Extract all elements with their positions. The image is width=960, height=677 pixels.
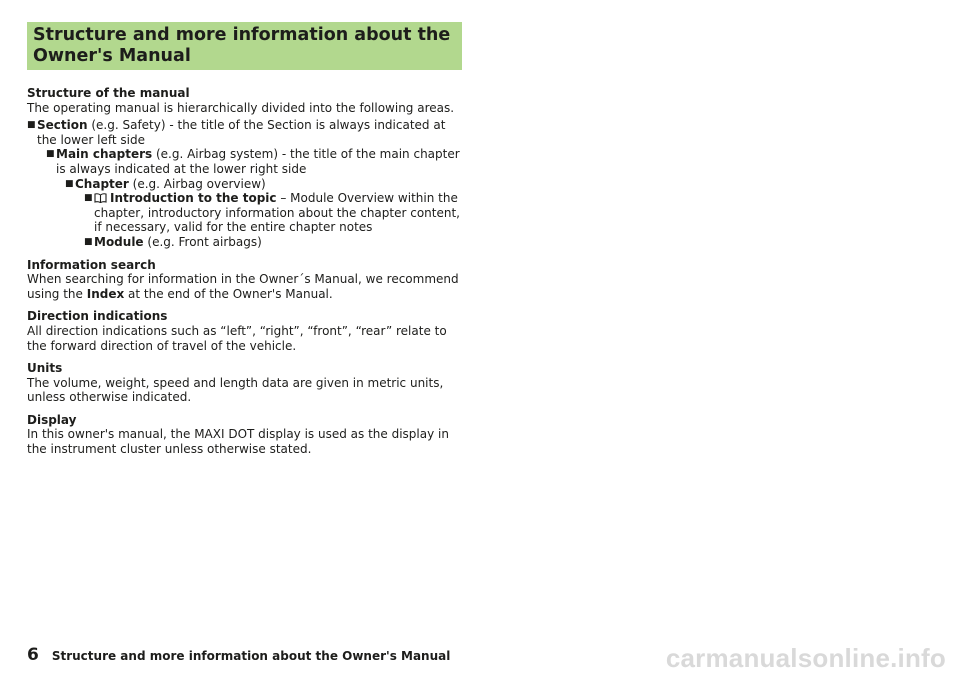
section-desc: (e.g. Safety) - the title of the Section is always indicated at the lower left side [37,118,446,147]
list-item-section [27,118,462,249]
directions-section [27,309,462,353]
search-heading: Information search [27,257,156,272]
title-banner [27,22,462,70]
directions-text: All direction indications such as “left”, “right”, “front”, “rear” relate to the forward direction of travel of the vehicle. [27,323,447,353]
structure-intro: The operating manual is hierarchically divided into the following areas. [27,100,455,115]
intro-topic-desc: – Module Overview within the chapter, introductory information about the chapter content, if necessary, valid for the entire chapter notes [94,191,460,235]
structure-heading: Structure of the manual [27,86,190,100]
list-item-module [84,235,462,250]
page-footer [27,645,450,665]
directions-heading: Direction indications [27,309,168,324]
open-book-icon [94,193,107,203]
hierarchy-sublist [84,191,462,249]
module-term: Module [94,234,144,249]
search-text: When searching for information in the Owner´s Manual, we recommend using the Index at the end of the Owner's Manual. [27,272,459,301]
main-chapters-term: Main chapters [56,147,153,162]
manual-body [27,86,462,457]
main-chapters-desc: (e.g. Airbag system) - the title of the main chapter is always indicated at the lower right side [56,147,460,176]
hierarchy-sublist [65,177,462,250]
list-item-intro-topic [84,191,462,235]
hierarchy-sublist [46,147,462,249]
index-term: Index [86,286,125,301]
footer-section-title: Structure and more information about the Owner's Manual [51,649,451,663]
section-term: Section [37,118,88,133]
page-title: Structure and more information about the Owner's Manual [33,25,451,66]
units-text: The volume, weight, speed and length data are given in metric units, unless otherwise indicated. [27,375,444,405]
chapter-term: Chapter [75,176,129,191]
display-heading: Display [27,412,77,427]
units-heading: Units [27,361,63,376]
units-section [27,361,462,405]
content-column [27,22,462,465]
display-section [27,413,462,457]
list-item-main-chapters [46,147,462,249]
intro-topic-term: Introduction to the topic [110,191,277,206]
chapter-desc: (e.g. Airbag overview) [128,176,266,191]
structure-section [27,86,462,250]
hierarchy-list [27,118,462,249]
list-item-chapter [65,177,462,250]
display-text: In this owner's manual, the MAXI DOT display is used as the display in the instrument cluster unless otherwise stated. [27,427,449,457]
search-section [27,258,462,302]
module-desc: (e.g. Front airbags) [143,234,262,249]
page-number: 6 [27,645,39,665]
watermark: carmanualsonline.info [665,643,946,673]
